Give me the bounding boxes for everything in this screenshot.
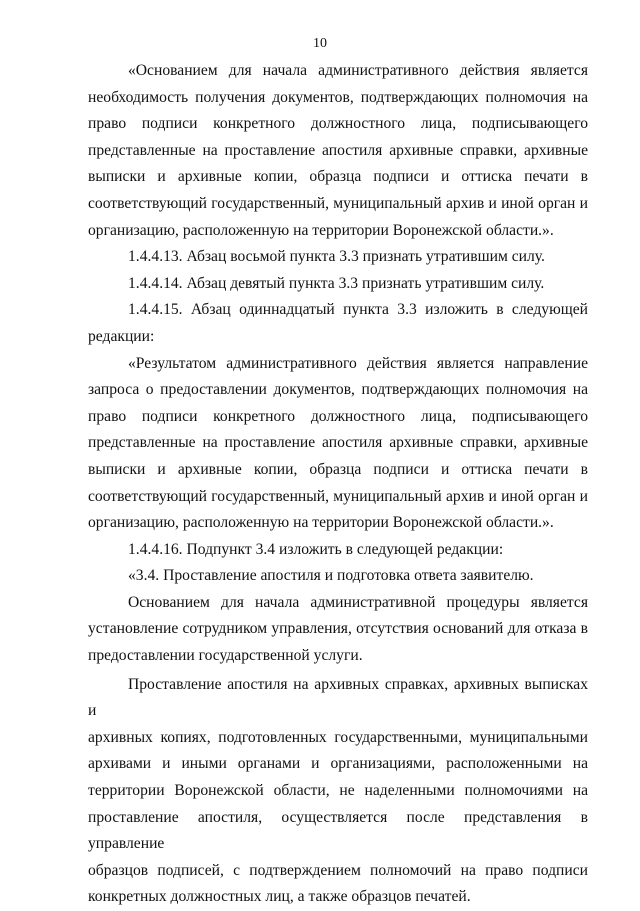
- text-line: запроса о предоставлении документов, подтверждающих полномочия на: [88, 381, 588, 399]
- text-line: необходимость получения документов, подтверждающих полномочия на: [88, 88, 588, 106]
- text-line: выписки и архивные копии, образца подписи и оттиска печати в: [88, 168, 588, 186]
- text-line: 1.4.4.14. Абзац девятый пункта 3.3 признать утратившим силу.: [128, 274, 545, 292]
- text-line: архивами и иными органами и организациями, расположенными на: [88, 755, 588, 773]
- text-line: Проставление апостиля на архивных справках, архивных выписках и: [88, 675, 588, 720]
- text-line: проставление апостиля, осуществляется после представления в управление: [88, 808, 588, 853]
- text-line: представленные на проставление апостиля архивные справки, архивные: [88, 141, 588, 159]
- paragraph-prostavlenie-apostilya: [88, 672, 588, 911]
- paragraph-osnovaniem-procedury: [88, 590, 588, 670]
- text-line: образцов подписей, с подтверждением полномочий на право подписи: [88, 861, 588, 879]
- text-line: право подписи конкретного должностного лица, подписывающего: [88, 115, 588, 133]
- text-line: 1.4.4.16. Подпункт 3.4 изложить в следующей редакции:: [128, 540, 504, 558]
- text-line: установление сотрудником управления, отсутствия оснований для отказа в: [88, 620, 588, 638]
- text-line: представленные на проставление апостиля архивные справки, архивные: [88, 434, 588, 452]
- paragraph-quote-osnovaniem: [88, 58, 588, 244]
- text-line: территории Воронежской области, не наделенными полномочиями на: [88, 782, 588, 800]
- text-line: организацию, расположенную на территории Воронежской области.».: [88, 221, 554, 239]
- text-line: соответствующий государственный, муниципальный архив и иной орган и: [88, 487, 588, 505]
- paragraph-item-1-4-4-16: [88, 537, 588, 564]
- paragraph-quote-rezultatom: [88, 351, 588, 537]
- paragraph-item-1-4-4-14: [88, 271, 588, 298]
- text-line: право подписи конкретного должностного лица, подписывающего: [88, 407, 588, 425]
- text-line: архивных копиях, подготовленных государственными, муниципальными: [88, 728, 588, 746]
- text-line: 1.4.4.15. Абзац одиннадцатый пункта 3.3 изложить в следующей: [128, 301, 588, 319]
- text-line: предоставлении государственной услуги.: [88, 647, 363, 665]
- text-line: организацию, расположенную на территории Воронежской области.».: [88, 514, 554, 532]
- paragraph-item-1-4-4-15: [88, 297, 588, 350]
- text-line: конкретных должностных лиц, а также образцов печатей.: [88, 888, 471, 906]
- page-number: 10: [313, 36, 327, 51]
- text-line: соответствующий государственный, муниципальный архив и иной орган и: [88, 194, 588, 212]
- paragraph-item-3-4: [88, 563, 588, 590]
- text-line: 1.4.4.13. Абзац восьмой пункта 3.3 признать утратившим силу.: [128, 248, 545, 266]
- text-line: выписки и архивные копии, образца подписи и оттиска печати в: [88, 460, 588, 478]
- text-line: Основанием для начала административной процедуры является: [128, 593, 588, 611]
- text-line: «Результатом административного действия является направление: [128, 354, 588, 372]
- paragraph-item-1-4-4-13: [88, 244, 588, 271]
- text-line: «Основанием для начала административного действия является: [128, 62, 588, 79]
- document-body: [88, 58, 588, 911]
- text-line: «3.4. Проставление апостиля и подготовка ответа заявителю.: [128, 567, 534, 585]
- text-line: редакции:: [88, 327, 155, 345]
